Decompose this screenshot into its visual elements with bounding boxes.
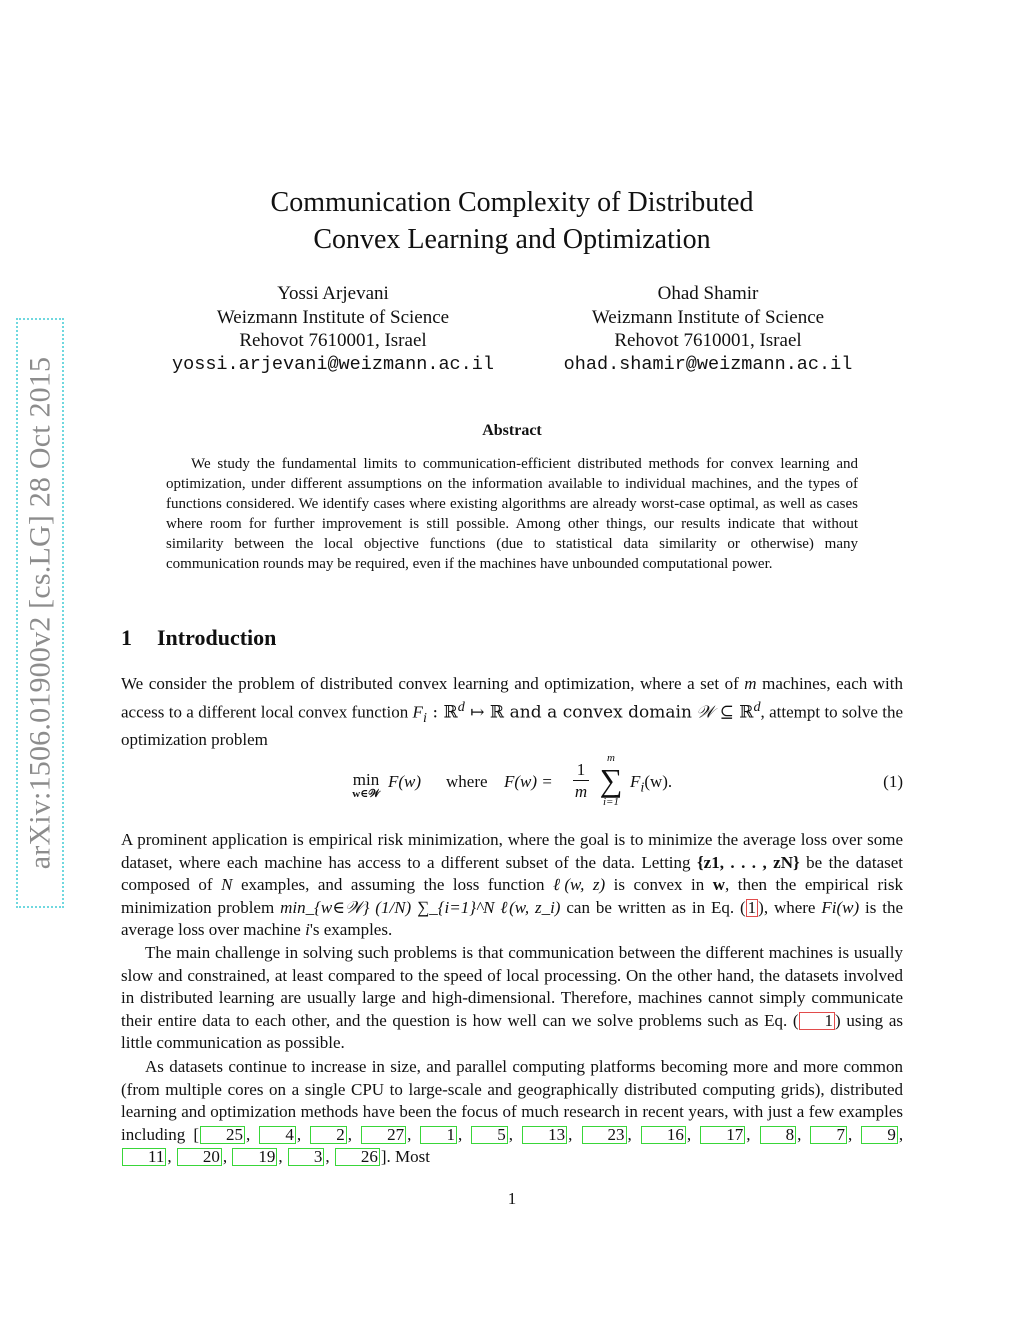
- text: As datasets continue to increase in size, and parallel computing platforms becoming more and more common (from multiple cores on a single CPU to large-scale and geographically distributed computing grids), distributed learning and optimization methods have been the focus of much research in recent years, with just a few examples including: [121, 1057, 903, 1144]
- citation-link[interactable]: 11: [122, 1148, 166, 1166]
- author-block-2: [528, 282, 888, 376]
- text: , then the empirical risk minimization problem: [121, 875, 904, 917]
- math-subset: ⊆ ℝ: [714, 702, 754, 723]
- sum-top: m: [607, 752, 615, 764]
- equation-1: [121, 752, 903, 818]
- equation-number: (1): [883, 772, 903, 791]
- min-sub: w∈𝒲: [352, 788, 380, 800]
- citation-link[interactable]: 20: [177, 1148, 222, 1166]
- text: machines, each with access to a different local convex function: [121, 674, 904, 722]
- text: be the dataset composed of: [121, 852, 903, 895]
- math-loss: ℓ(w, z): [553, 875, 606, 895]
- citation-link[interactable]: 9: [861, 1126, 898, 1144]
- text: is the average loss over machine: [121, 897, 904, 940]
- numerator: 1: [573, 760, 589, 781]
- fraction: [573, 760, 589, 803]
- summand-arg: (w).: [644, 772, 673, 791]
- section-heading: [121, 625, 276, 651]
- where-text: where: [446, 772, 488, 791]
- citation-link[interactable]: 25: [200, 1126, 245, 1144]
- math-sup: d: [753, 698, 761, 715]
- citation-link[interactable]: 5: [471, 1126, 508, 1144]
- text: , attempt to solve the optimization problem: [121, 702, 904, 750]
- abstract-heading: Abstract: [482, 422, 542, 439]
- author-affiliation: Weizmann Institute of Science: [216, 306, 450, 328]
- citation-link[interactable]: 7: [810, 1126, 847, 1144]
- citation-link[interactable]: 26: [335, 1148, 380, 1166]
- citation-link[interactable]: 19: [232, 1148, 277, 1166]
- text: Most: [395, 1147, 431, 1167]
- math-f: F: [412, 702, 423, 722]
- paragraph-1: [121, 673, 903, 752]
- title-line-1: Communication Complexity of Distributed: [270, 187, 754, 218]
- equation-link[interactable]: 1: [747, 897, 757, 917]
- text: , where: [763, 897, 816, 917]
- citation-link[interactable]: 27: [361, 1126, 406, 1144]
- title-line-2: Convex Learning and Optimization: [313, 224, 711, 255]
- math-erm: min_{w∈𝒲} (1/N) ∑_{i=1}^N ℓ(w, z_i): [280, 897, 561, 917]
- math-i: i: [305, 920, 310, 940]
- author-email: ohad.shamir@weizmann.ac.il: [563, 353, 853, 375]
- citation-link[interactable]: 17: [700, 1126, 745, 1144]
- math-set: {z1, . . . , zN}: [696, 852, 800, 872]
- min-text: min: [352, 770, 380, 789]
- author-address: Rehovot 7610001, Israel: [614, 330, 802, 351]
- citation-link[interactable]: 16: [641, 1126, 686, 1144]
- author-name: Yossi Arjevani: [277, 283, 389, 304]
- text: examples, and assuming the loss function: [240, 875, 545, 895]
- citation-link[interactable]: 23: [582, 1126, 627, 1144]
- math-domain: : ℝ: [426, 702, 458, 723]
- text: can be written as in Eq.: [566, 897, 735, 917]
- sum-sign: ∑: [599, 762, 623, 798]
- paragraph-3: The main challenge in solving such problems is that communication between the different machines is usually slow and constrained, at least compared to the speed of local processing. On the other hand, the datasets involved in distributed learning are usually large and high-dimensional. Therefore, machines cannot simply communicate their entire data to each other, and the question is how well can we solve problems such as Eq. ( 1 ) using as little communication as possible.: [121, 943, 903, 1053]
- text: A prominent application is empirical risk minimization, where the goal is to minimize the average loss over some dataset, where each machine has access to a different subset of the data. Letting: [121, 830, 903, 872]
- denominator: m: [574, 782, 588, 801]
- math-fiw: Fi(w): [821, 897, 860, 917]
- text: is convex in: [613, 875, 705, 895]
- summand-f: F: [630, 772, 641, 791]
- paragraph-2: A prominent application is empirical risk minimization, where the goal is to minimize the average loss over some dataset, where each machine has access to a different subset of the data. Letting {z1, . . . , zN} be the dataset composed of N examples, and assuming the loss function ℓ(w, z) is convex in w, then the empirical risk minimization problem min_{w∈𝒲} (1/N) ∑_{i=1}^N ℓ(w, z_i) can be written as in Eq. ( 1 ), where Fi(w) is the average loss over machine i's examples.: [121, 830, 904, 940]
- citation-list: 25 , 4 , 2 , 27 , 1 , 5 , 13 , 23 , 16 , 17 , 8 , 7 , 9 , 11 , 20 , 19 , 3 , 26: [121, 1125, 903, 1167]
- objective: F(w): [388, 772, 422, 791]
- section-number: 1: [121, 625, 132, 650]
- citation-link[interactable]: 4: [259, 1126, 296, 1144]
- math-n: N: [221, 875, 233, 895]
- citation-link[interactable]: 1: [420, 1126, 457, 1144]
- text: 's examples.: [309, 920, 393, 940]
- citation-link[interactable]: 13: [522, 1126, 567, 1144]
- math-m: m: [744, 674, 757, 693]
- math-sub: i: [422, 709, 427, 726]
- text: The main challenge in solving such problems is that communication between the different machines is usually slow and constrained, at least compared to the speed of local processing. On the other hand, the datasets involved in distributed learning are usually large and high-dimensional. Therefore, machines cannot simply communicate their entire data to each other, and the question is how well can we solve problems such as Eq.: [121, 943, 903, 1030]
- math-sup: d: [457, 698, 465, 715]
- equation-link[interactable]: 1: [799, 1012, 836, 1030]
- paragraph-4: As datasets continue to increase in size, and parallel computing platforms becoming more and more common (from multiple cores on a single CPU to large-scale and geographically distributed computing grids), distributed learning and optimization methods have been the focus of much research in recent years, with just a few examples including [ 25 , 4 , 2 , 27 , 1 , 5 , 13 , 23 , 16 , 17 , 8 , 7 , 9 , 11 , 20 , 19 , 3 , 26 ]. Most: [121, 1057, 904, 1167]
- author-email: yossi.arjevani@weizmann.ac.il: [172, 353, 494, 375]
- author-block-1: [153, 282, 513, 376]
- text: using as little communication as possible.: [121, 1010, 903, 1053]
- author-affiliation: Weizmann Institute of Science: [591, 306, 825, 328]
- page-number: 1: [507, 1189, 517, 1208]
- min-operator: [346, 770, 386, 801]
- citation-link[interactable]: 8: [760, 1126, 797, 1144]
- text: We consider the problem of distributed convex learning and optimization, where a set of: [121, 674, 739, 693]
- paper-title: [0, 184, 1024, 258]
- sum-operator: [596, 752, 626, 808]
- section-title: Introduction: [157, 625, 277, 650]
- abstract-text: We study the fundamental limits to communication-efficient distributed methods for convex learning and optimization, under different assumptions on the information available to individual machines, and the types of functions considered. We identify cases where existing algorithms are already worst-case optimal, as well as cases where room for further improvement is still possible. Among other things, our results indicate that without similarity between the local objective functions (due to statistical data similarity or otherwise) many communication rounds may be required, even if the machines have unbounded computational power.: [166, 456, 858, 572]
- citation-link[interactable]: 3: [288, 1148, 325, 1166]
- summand-sub: i: [640, 779, 645, 796]
- objective-def: F(w) =: [504, 772, 553, 791]
- sum-bottom: i=1: [603, 796, 619, 808]
- author-address: Rehovot 7610001, Israel: [239, 330, 427, 351]
- math-w: w: [712, 875, 726, 895]
- math-codomain: ↦ ℝ and a convex domain: [464, 702, 692, 723]
- summand: [630, 772, 672, 796]
- arxiv-stamp: [16, 318, 64, 908]
- math-w: 𝒲: [696, 702, 715, 722]
- citation-link[interactable]: 2: [310, 1126, 347, 1144]
- author-name: Ohad Shamir: [657, 283, 759, 304]
- arxiv-id: arXiv:1506.01900v2 [cs.LG] 28 Oct 2015: [23, 356, 56, 870]
